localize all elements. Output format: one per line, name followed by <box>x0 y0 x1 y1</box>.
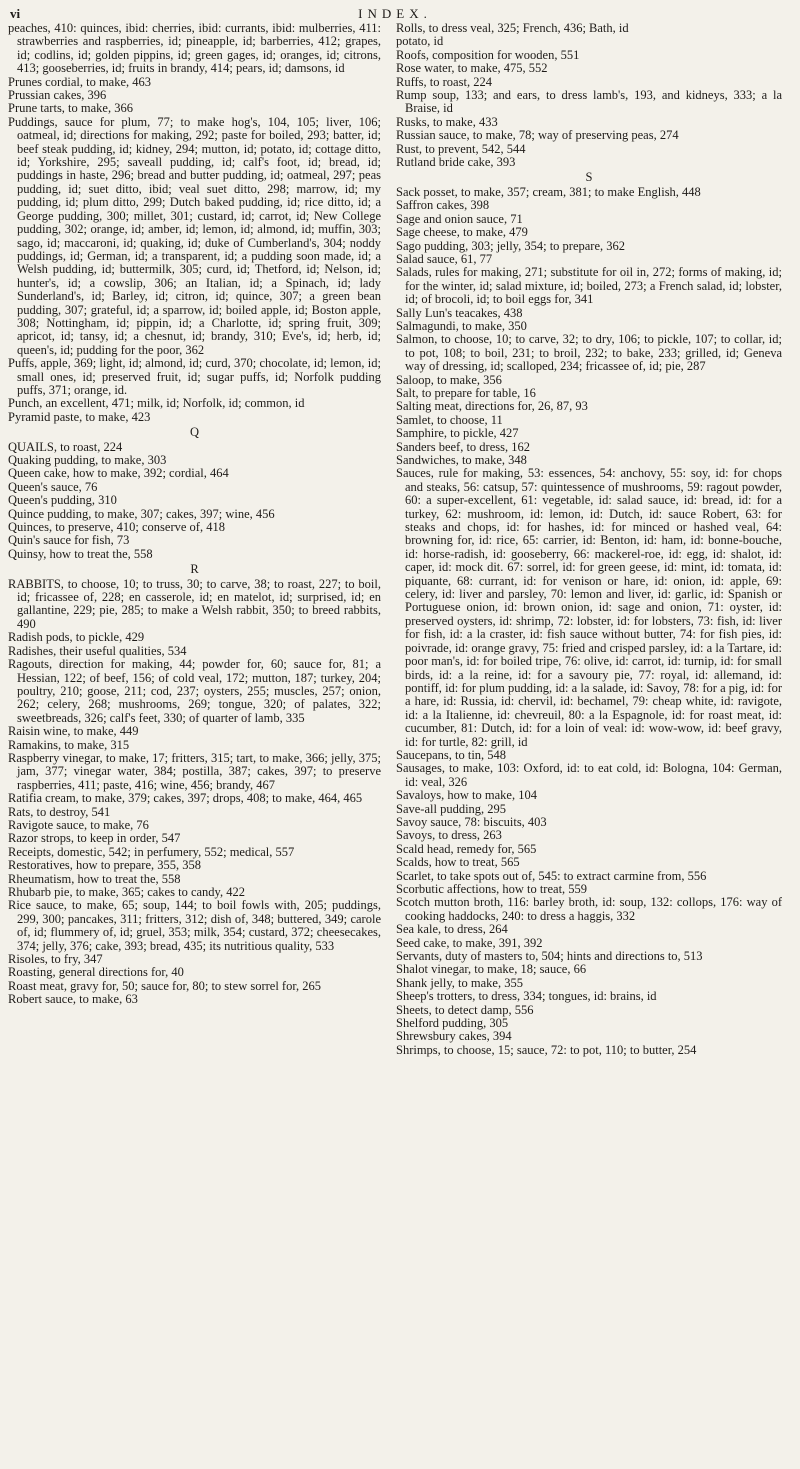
index-entry: Salting meat, directions for, 26, 87, 93 <box>396 399 588 414</box>
left-column <box>8 22 386 1462</box>
index-entry: Shalot vinegar, to make, 18; sauce, 66 <box>396 962 587 977</box>
index-entry: Scotch mutton broth, 116: barley broth, id: soup, 132: collops, 176: way of cooking haddocks, 240: to dress a haggis, 332 <box>396 895 782 923</box>
index-entry: Sage cheese, to make, 479 <box>396 225 528 240</box>
index-entry: Rhubarb pie, to make, 365; cakes to candy, 422 <box>8 885 245 899</box>
index-entry: Prussian cakes, 396 <box>8 88 107 103</box>
index-entry: Shank jelly, to make, 355 <box>396 975 523 990</box>
page-title: INDEX. <box>358 6 432 21</box>
section-letter-q: Q <box>189 425 200 440</box>
index-entry: Savaloys, how to make, 104 <box>396 788 537 803</box>
index-entry: Ragouts, direction for making, 44; powder for, 60; sauce for, 81; a Hessian, 122; of beef, 156; of cold veal, 172; mutton, 187; turkey, 204; poultry, 210; goose, 211; cod, 237; oysters, 255; muscles, 257; onion, 262; celery, 268; mushrooms, 269; tongue, 320; of palates, 322; sweetbreads, 326; calf's feet, 330; of quarter of lamb, 335 <box>8 657 381 725</box>
index-entry: Queen cake, how to make, 392; cordial, 464 <box>8 466 229 481</box>
page-number: vi <box>10 6 21 21</box>
index-entry: peaches, 410: quinces, ibid: cherries, ibid: currants, ibid: mulberries, 411: strawberries and raspberries, id; pineapple, id; barberries, 412; grapes, id; codlins, id; golden pippins, id; green gages, id; oranges, id; citrons, 413; gooseberries, id; fruits in brandy, 414; pears, id; damsons, id <box>8 22 381 76</box>
index-entry: Prune tarts, to make, 366 <box>8 101 133 116</box>
index-entry: Rolls, to dress veal, 325; French, 436; Bath, id <box>396 22 629 35</box>
section-letter-r: R <box>190 562 199 577</box>
index-entry: Sandwiches, to make, 348 <box>396 453 527 467</box>
index-entry: Ramakins, to make, 315 <box>8 737 130 752</box>
index-entry: Russian sauce, to make, 78; way of preserving peas, 274 <box>396 128 679 143</box>
index-entry: Puddings, sauce for plum, 77; to make hog's, 104, 105; liver, 106; oatmeal, id; directions for making, 292; paste for boiled, 293; batter, id; beef steak pudding, id; kidney, 294; mutton, id; potato, id; cottage ditto, id; Yorkshire, 295; saveall pudding, id; calf's foot, id; bread, id; puddings in haste, 296; bread and butter pudding, id; oatmeal, 297; peas pudding, id; suet ditto, ibid; veal suet ditto, 298; marrow, id; my pudding, id; plum ditto, 299; Dutch baked pudding, id; rice ditto, id; a George pudding, 300; millet, 301; custard, id; carrot, id; New College pudding, 302; orange, id; amber, id; lemon, id; almond, id; muffin, 303; sago, id; maccaroni, id; quaking, id; duke of Cumberland's, 304; noddy puddings, id; German, id; a transparent, id; a pudding soon made, id; a Welsh pudding, id; buttermilk, 305; curd, id; Thetford, id; Nelson, id; hunter's, id; a cowslip, 306; an Italian, id; a Spinach, id; lady Sunderland's, id; Barley, id; citron, id; quince, 307; a green bean pudding, 307; grateful, id; a sparrow, id; boiled apple, id; Boston apple, 308; Nottingham, id; pippin, id; a Charlotte, id; spring fruit, 309; apricot, id; tansy, id; a chesnut, id; brandy, 310; Eve's, id; herb, id; queen's, id; pudding for the poor, 362 <box>8 114 381 357</box>
index-entry: Samphire, to pickle, 427 <box>396 426 519 441</box>
index-entry: Radishes, their useful qualities, 534 <box>8 643 187 658</box>
entries-q <box>8 441 381 562</box>
index-entry: Roasting, general directions for, 40 <box>8 965 184 980</box>
index-entry: Seed cake, to make, 391, 392 <box>396 935 543 950</box>
index-entry: Scalds, how to treat, 565 <box>396 855 520 870</box>
index-entry: Savoys, to dress, 263 <box>396 828 502 843</box>
index-columns <box>8 22 782 1462</box>
index-entry: Salmagundi, to make, 350 <box>396 318 527 333</box>
index-entry: Roast meat, gravy for, 50; sauce for, 80; to stew sorrel for, 265 <box>8 978 322 993</box>
index-entry: Queen's pudding, 310 <box>8 493 117 508</box>
index-entry: Razor strops, to keep in order, 547 <box>8 831 181 846</box>
index-entry: Servants, duty of masters to, 504; hints and directions to, 513 <box>396 949 703 964</box>
index-entry: Sage and onion sauce, 71 <box>396 211 523 226</box>
index-entry: Risoles, to fry, 347 <box>8 952 103 967</box>
index-entry: Saloop, to make, 356 <box>396 372 502 387</box>
entries-r <box>8 578 381 1007</box>
index-entry: Raspberry vinegar, to make, 17; fritters, 315; tart, to make, 366; jelly, 375; jam, 377; vinegar water, 384; postilla, 387; cakes, 397; to preserve raspberries, 411; paste, 416; wine, 456; brandy, 467 <box>8 750 381 792</box>
index-entry: Saucepans, to tin, 548 <box>396 747 507 762</box>
index-entry: Savoy sauce, 78: biscuits, 403 <box>396 814 547 829</box>
index-entry: Rice sauce, to make, 65; soup, 144; to boil fowls with, 205; puddings, 299, 300; pancakes, 311; fritters, 312; dish of, 348; buttered, 349; carole of, id; flummery of, id; gruel, 353; milk, 354; custard, 372; cheesecakes, 374; jelly, 376; cake, 393; bread, 435; its nutritious quality, 533 <box>8 898 381 953</box>
index-entry: Sally Lun's teacakes, 438 <box>396 305 523 320</box>
right-column <box>390 22 782 1462</box>
index-entry: Shrewsbury cakes, 394 <box>396 1029 512 1044</box>
index-entry: Rutland bride cake, 393 <box>396 155 516 170</box>
index-entry: Salads, rules for making, 271; substitute for oil in, 272; forms of making, id; for the winter, id; salad mixture, id; boiled, 273; a French salad, id; lobster, id; of brocoli, id; to boil eggs for, 341 <box>396 265 782 307</box>
index-entry: Radish pods, to pickle, 429 <box>8 630 145 645</box>
index-entry: Robert sauce, to make, 63 <box>8 992 138 1007</box>
index-entry: Sauces, rule for making, 53: essences, 54: anchovy, 55: soy, id: for chops and steaks, 56: catsup, 57: quintessence of mushrooms, 59: ragout powder, 60: a super-excellent, 61: vegetable, id: salad sauce, id: bread, id: for a turkey, 62: mushroom, id: lemon, id: Dutch, id: sauce Robert, 63: for steaks and chops, id: for hashes, id: for minced or hashed veal, 64: browning for, id: rice, 65: carrier, id: Benton, id: ham, id: bonne-bouche, id: horse-radish, id: gooseberry, 66: mackerel-roe, id: egg, id: shalot, id: caper, id: mock dit. 67: sorrel, id: for green geese, id: mint, id: tomata, id: piquante, 68: currant, id: for venison or hare, id: onion, id: apple, 69: celery, id: liver and parsley, 70: lemon and liver, id: garlic, id: Spanish or Portuguese onion, id: brown onion, id: sage and onion, 71: oyster, id: preserved oysters, id: shrimp, 72: lobster, id: for lobsters, 73: fish, id: liver for fish, id: a la craster, id: fish sauce without butter, 74: for fish pies, id: poivrade, id: orange gravy, 75: fried and crisped parsley, id: a la Tartare, id: poor man's, id: for boiled tripe, 76: olive, id: carrot, id: turnip, id: for small birds, id: a la reine, id: for a savoury pie, 77: royal, id: allemand, id: pontiff, id: for plum pudding, id: a la salade, id: Savoy, 78: for a pig, id: for a hare, id: Russia, id: chervil, id: bechamel, 79: cheap white, id: ravigote, id: a la Italienne, id: chevreuil, 80: a la Espagnole, id: for roast meat, id: cucumber, 81: Dutch, id: for a loin of veal: id: wow-wow, id: beef gravy, id: for turtle, 82: grill, id <box>396 466 782 749</box>
index-entry: Rats, to destroy, 541 <box>8 804 111 819</box>
index-entry: Rust, to prevent, 542, 544 <box>396 141 526 156</box>
index-entry: Shelford pudding, 305 <box>396 1016 509 1031</box>
index-entry: Puffs, apple, 369; light, id; almond, id; curd, 370; chocolate, id; lemon, id; small ones, id; preserved fruit, id; sugar puffs, id; Norfolk pudding puffs, 371; orange, id. <box>8 356 381 397</box>
index-entry: Quinsy, how to treat the, 558 <box>8 546 153 561</box>
index-entry: Prunes cordial, to make, 463 <box>8 74 152 89</box>
index-entry: Shrimps, to choose, 15; sauce, 72: to pot, 110; to butter, 254 <box>396 1042 697 1057</box>
index-entry: Quinces, to preserve, 410; conserve of, 418 <box>8 520 225 535</box>
index-entry: Samlet, to choose, 11 <box>396 412 503 427</box>
index-entry: Quince pudding, to make, 307; cakes, 397; wine, 456 <box>8 506 275 521</box>
index-entry: Sack posset, to make, 357; cream, 381; to make English, 448 <box>396 184 701 199</box>
index-entry: Sheets, to detect damp, 556 <box>396 1002 534 1017</box>
index-entry: Saffron cakes, 398 <box>396 198 490 213</box>
index-entry: Rump soup, 133; and ears, to dress lamb's, 193, and kidneys, 333; a la Braise, id <box>396 88 782 116</box>
section-letter-s: S <box>585 170 593 185</box>
index-entry: Punch, an excellent, 471; milk, id; Norfolk, id; common, id <box>8 396 305 411</box>
index-entry: Sago pudding, 303; jelly, 354; to prepare, 362 <box>396 238 626 253</box>
index-entry: Quin's sauce for fish, 73 <box>8 533 130 548</box>
index-entry: Sausages, to make, 103: Oxford, id: to eat cold, id: Bologna, 104: German, id: veal, 326 <box>396 761 782 789</box>
entries-r-cont <box>396 22 782 169</box>
index-entry: Sea kale, to dress, 264 <box>396 922 508 937</box>
entries-p <box>8 22 381 424</box>
index-entry: Ruffs, to roast, 224 <box>396 74 492 89</box>
index-entry: Raisin wine, to make, 449 <box>8 724 139 739</box>
index-entry: Salt, to prepare for table, 16 <box>396 385 536 400</box>
index-entry: Save-all pudding, 295 <box>396 801 507 816</box>
index-entry: Scorbutic affections, how to treat, 559 <box>396 882 588 896</box>
index-entry: QUAILS, to roast, 224 <box>8 439 123 454</box>
index-entry: Roofs, composition for wooden, 551 <box>396 47 580 62</box>
index-entry: Scarlet, to take spots out of, 545: to extract carmine from, 556 <box>396 868 707 883</box>
index-entry: Rusks, to make, 433 <box>396 114 498 129</box>
index-entry: Rose water, to make, 475, 552 <box>396 61 548 76</box>
entries-s <box>396 186 782 1057</box>
index-entry: Queen's sauce, 76 <box>8 479 98 494</box>
index-entry: Rheumatism, how to treat the, 558 <box>8 871 181 886</box>
index-entry: Ravigote sauce, to make, 76 <box>8 817 149 832</box>
index-entry: Restoratives, how to prepare, 355, 358 <box>8 858 202 873</box>
index-entry: Receipts, domestic, 542; in perfumery, 552; medical, 557 <box>8 844 295 859</box>
index-entry: Ratifia cream, to make, 379; cakes, 397; drops, 408; to make, 464, 465 <box>8 791 363 806</box>
index-entry: Sanders beef, to dress, 162 <box>396 439 530 454</box>
index-entry: Quaking pudding, to make, 303 <box>8 453 167 467</box>
index-entry: Salad sauce, 61, 77 <box>396 251 493 266</box>
index-entry: Salmon, to choose, 10; to carve, 32; to dry, 106; to pickle, 107; to collar, id; to pot, 108; to boil, 231; to broil, 232; to bake, 233; grilled, id; Geneva way of dressing, id; scalloped, 234; fricassee of, id; pie, 287 <box>396 332 782 374</box>
index-entry: Pyramid paste, to make, 423 <box>8 409 151 424</box>
index-entry: potato, id <box>396 34 444 49</box>
index-entry: RABBITS, to choose, 10; to truss, 30; to carve, 38; to roast, 227; to boil, id; fricassee of, 228; en casserole, id; en matelot, id; surprised, id; en gallantine, 229; pie, 285; to make a Welsh rabbit, 350; to breed rabbits, 490 <box>8 576 381 631</box>
index-entry: Scald head, remedy for, 565 <box>396 841 537 856</box>
index-entry: Sheep's trotters, to dress, 334; tongues, id: brains, id <box>396 989 657 1004</box>
